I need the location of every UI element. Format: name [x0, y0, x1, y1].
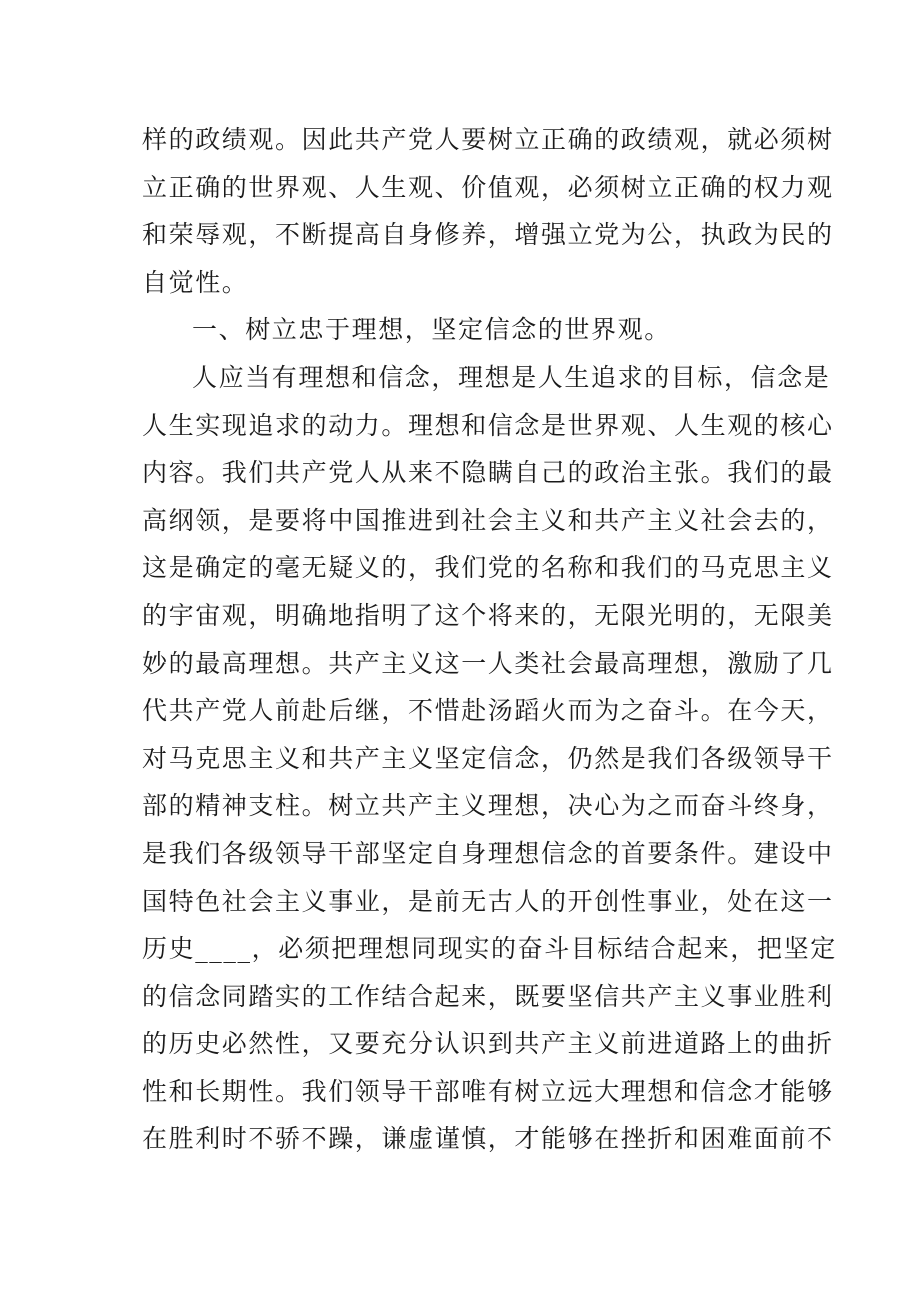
- section-heading: 一、树立忠于理想，坚定信念的世界观。: [192, 315, 671, 345]
- text-line: 和荣辱观，不断提高自身修养，增强立党为公，执政为民的: [142, 220, 834, 250]
- text-line: 国特色社会主义事业，是前无古人的开创性事业，处在这一: [142, 886, 834, 916]
- text-line: 人生实现追求的动力。理想和信念是世界观、人生观的核心: [142, 410, 834, 440]
- text-line: 内容。我们共产党人从来不隐瞒自己的政治主张。我们的最: [142, 458, 834, 488]
- text-line: 部的精神支柱。树立共产主义理想，决心为之而奋斗终身，: [142, 791, 834, 821]
- text-line: 样的政绩观。因此共产党人要树立正确的政绩观，就必须树: [142, 125, 834, 154]
- text-line: 这是确定的毫无疑义的，我们党的名称和我们的马克思主义: [142, 553, 834, 583]
- body-text: [142, 116, 837, 1163]
- text-line: 代共产党人前赴后继，不惜赴汤蹈火而为之奋斗。在今天，: [142, 696, 834, 726]
- text-line: 在胜利时不骄不躁，谦虚谨慎，才能够在挫折和困难面前不: [142, 1124, 834, 1154]
- text-line: 历史____，必须把理想同现实的奋斗目标结合起来，把坚定: [142, 934, 837, 964]
- text-line: 立正确的世界观、人生观、价值观，必须树立正确的权力观: [142, 172, 834, 202]
- text-line: 自觉性。: [142, 267, 249, 297]
- text-line: 高纲领，是要将中国推进到社会主义和共产主义社会去的，: [142, 505, 834, 535]
- text-line: 的历史必然性，又要充分认识到共产主义前进道路上的曲折: [142, 1029, 834, 1059]
- text-line: 性和长期性。我们领导干部唯有树立远大理想和信念才能够: [142, 1076, 834, 1106]
- text-line: 是我们各级领导干部坚定自身理想信念的首要条件。建设中: [142, 838, 834, 868]
- paragraph-start-line: 人应当有理想和信念，理想是人生追求的目标，信念是: [192, 362, 831, 392]
- text-line: 的信念同踏实的工作结合起来，既要坚信共产主义事业胜利: [142, 981, 834, 1011]
- text-line: 妙的最高理想。共产主义这一人类社会最高理想，激励了几: [142, 648, 834, 678]
- text-line: 对马克思主义和共产主义坚定信念，仍然是我们各级领导干: [142, 743, 834, 773]
- text-line: 的宇宙观，明确地指明了这个将来的，无限光明的，无限美: [142, 600, 834, 630]
